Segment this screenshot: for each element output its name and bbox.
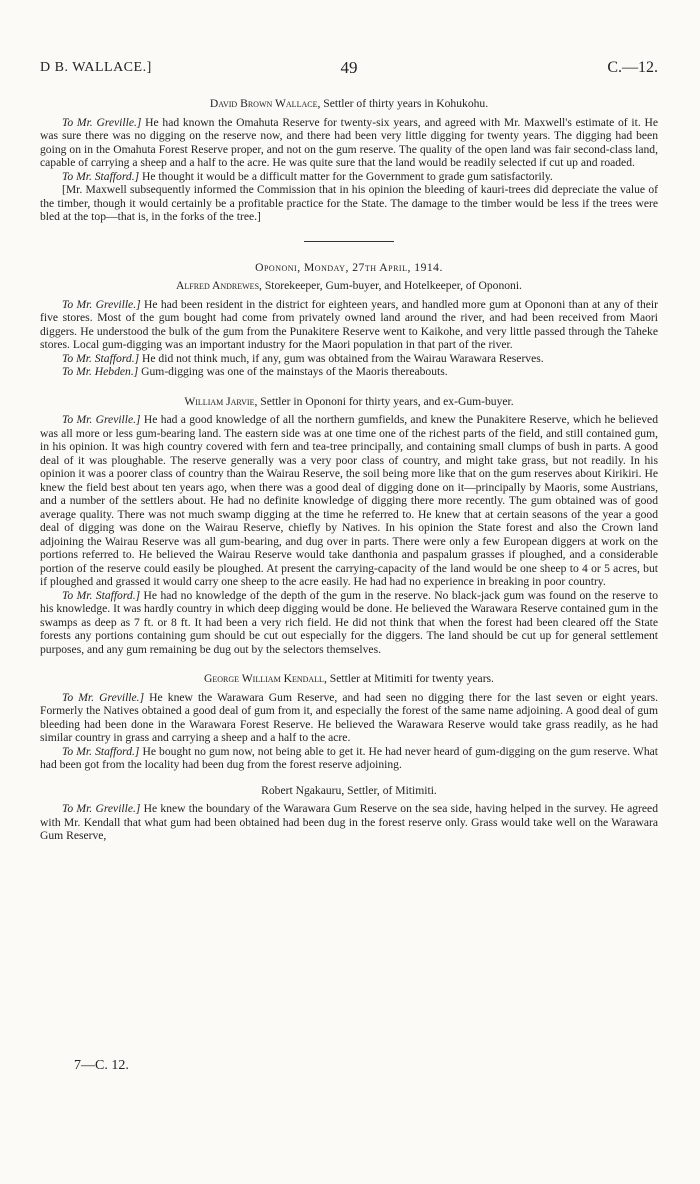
document-body	[40, 92, 658, 843]
witness-name: David Brown Wallace	[209, 97, 318, 110]
testimony-text: He had known the Omahuta Reserve for twenty-six years, and agreed with Mr. Maxwell's estimate of it. He was sure there was no digging on the reserve now, and there had been very little digging for twenty years. The digging had been going on in the Omahuta Forest Reserve proper, and not on the gum reserve. The quality of the open land was fair second-class land, capable of carrying a sheep and a half to the acre. He was quite sure that the land would be readily selected if cut up and roaded.	[40, 115, 658, 169]
questioner: To Mr. Greville.]	[62, 115, 142, 129]
testimony-paragraph	[40, 298, 658, 352]
testimony-text: Gum-digging was one of the mainstays of the Maoris thereabouts.	[138, 365, 448, 378]
testimony-text: He knew the Warawara Gum Reserve, and had seen no digging there for the last seven or eight years. Formerly the Natives obtained a good deal of gum from it, and especially the forest of the same name adjoining. A good deal of gum bleeding had been done in the Warawara Forest Reserve. He believed the Warawara Reserve would take grass readily, as he had similar country in grass and carrying a sheep and a half to the acre.	[40, 690, 658, 744]
questioner: To Mr. Greville.]	[62, 297, 141, 311]
questioner: To Mr. Stafford.]	[62, 351, 140, 365]
witness-name: William Jarvie	[184, 394, 255, 408]
witness-description: , Settler of thirty years in Kohukohu.	[317, 97, 489, 110]
testimony-paragraph	[40, 413, 658, 589]
testimony-paragraph	[40, 352, 658, 366]
questioner: To Mr. Stafford.]	[62, 169, 140, 183]
printer-signature: 7—C. 12.	[74, 1058, 129, 1073]
header-running-title: D B. WALLACE.]	[40, 60, 152, 75]
testimony-paragraph	[40, 365, 658, 379]
questioner: To Mr. Greville.]	[62, 690, 145, 704]
questioner: To Mr. Stafford.]	[62, 588, 141, 602]
page-number: 49	[340, 58, 358, 77]
witness-name: Robert Ngakauru	[261, 783, 342, 797]
questioner: To Mr. Greville.]	[62, 413, 141, 426]
witness-description: , Settler, of Mitimiti.	[341, 783, 437, 797]
witness-heading	[40, 279, 658, 293]
witness-description: , Settler in Opononi for thirty years, and ex-Gum-buyer.	[254, 394, 514, 408]
witness-description: , Settler at Mitimiti for twenty years.	[323, 672, 494, 685]
witness-name: George William Kendall	[204, 672, 324, 685]
sitting-date: Opononi, Monday, 27th April, 1914.	[255, 260, 443, 274]
testimony-paragraph	[40, 745, 658, 772]
questioner: To Mr. Hebden.]	[62, 365, 139, 378]
testimony-paragraph	[40, 589, 658, 657]
header-paper-code: C.—12.	[607, 59, 658, 76]
bracketed-note: [Mr. Maxwell subsequently informed the Commission that in his opinion the bleeding of kauri-trees did depreciate the value of the timber, though it would certainly be a profitable practice for the State. The damage to the timber would be less if the trees were bled at the top—that is, in the forks of the tree.]	[40, 183, 658, 223]
testimony-paragraph	[40, 691, 658, 745]
witness-heading	[40, 97, 658, 111]
testimony-paragraph	[40, 802, 658, 843]
page-header	[40, 60, 658, 82]
testimony-text: He had no knowledge of the depth of the gum in the reserve. No black-jack gum was found on the reserve to his knowledge. It was hardly country in which deep digging would be done. He believed the Warawara Reserve contained gum in the swamps as deep as 7 ft. or 8 ft. It had been a very rich field. He did not think that when the forest had been cleared off the State forests any portions containing gum should be cut out especially for the diggers. The land should be cut up for general settlement purposes, and any gum remaining be dug out by the selectors themselves.	[40, 588, 658, 656]
witness-description: , Storekeeper, Gum-buyer, and Hotelkeeper, of Opononi.	[259, 279, 522, 292]
witness-heading	[40, 784, 658, 798]
testimony-paragraph	[40, 170, 658, 184]
questioner: To Mr. Stafford.]	[62, 744, 140, 758]
witness-heading	[40, 672, 658, 686]
questioner: To Mr. Greville.]	[62, 802, 141, 815]
testimony-text: He knew the boundary of the Warawara Gum Reserve on the sea side, having helped in the survey. He agreed with Mr. Kendall that what gum had been obtained had been dug in the forest reserve only. Grass would take well on the Warawara Gum Reserve,	[40, 802, 658, 842]
testimony-text: He did not think much, if any, gum was obtained from the Wairau Warawara Reserves.	[139, 351, 544, 365]
testimony-text: He had a good knowledge of all the northern gumfields, and knew the Punakitere Reserve, which he believed was all more or less gum-bearing land. The eastern side was at one time one of the richest parts of the field, and still contained gum, in his opinion. It was high country covered with fern and tea-tree principally, and containing small clumps of bush in parts. A good deal of it was ploughable. The reserve generally was a very poor class of country, and might take grass, but not readily. In his opinion it was a poorer class of country than the Wairau Reserve, the soil being more like that on the gum reserves about Kirikiri. He knew the field best about ten years ago, when there was a good deal of digging done on it—principally by Maoris, some Austrians, and a number of the settlers about. He had no definite knowledge of digging there more recently. The gum obtained was of good average quality. There was not much swamp digging at the time he referred to. He knew that at certain seasons of the year a good deal of digging was done on the Wairau Reserve, chiefly by Natives. In his opinion the State forest and also the Crown land adjoining the Wairau Reserve was all gum-bearing, and dug over in parts. There were only a few European diggers at work on the portions referred to. He believed the Wairau Reserve would take danthonia and paspalum grasses if ploughed, and a considerable portion of the reserve could easily be ploughed. At present the carrying-capacity of the land would be one sheep to 4 or 5 acres, but if ploughed and grassed it would carry one sheep to the acre easily. He had had no experience in breaking in poor country.	[40, 413, 658, 588]
witness-heading	[40, 395, 658, 409]
testimony-paragraph	[40, 116, 658, 170]
testimony-text: He thought it would be a difficult matter for the Government to grade gum satisfactorily.	[139, 169, 553, 183]
testimony-text: He had been resident in the district for eighteen years, and handled more gum at Opononi than at any of their five stores. Most of the gum bought had come from privately owned land around the river, and had been received from Maori diggers. He understood the bulk of the gum from the Punakitere Reserve went to Kaikohe, and very little passed through the Taheke stores. Local gum-digging was an important industry for the Maori population in that part of the river.	[40, 297, 658, 351]
witness-name: Alfred Andrewes	[176, 279, 260, 292]
section-divider	[304, 241, 394, 242]
testimony-text: He bought no gum now, not being able to get it. He had never heard of gum-digging on the gum reserve. What had been got from the locality had been dug from the forest reserve adjoining.	[40, 744, 658, 771]
